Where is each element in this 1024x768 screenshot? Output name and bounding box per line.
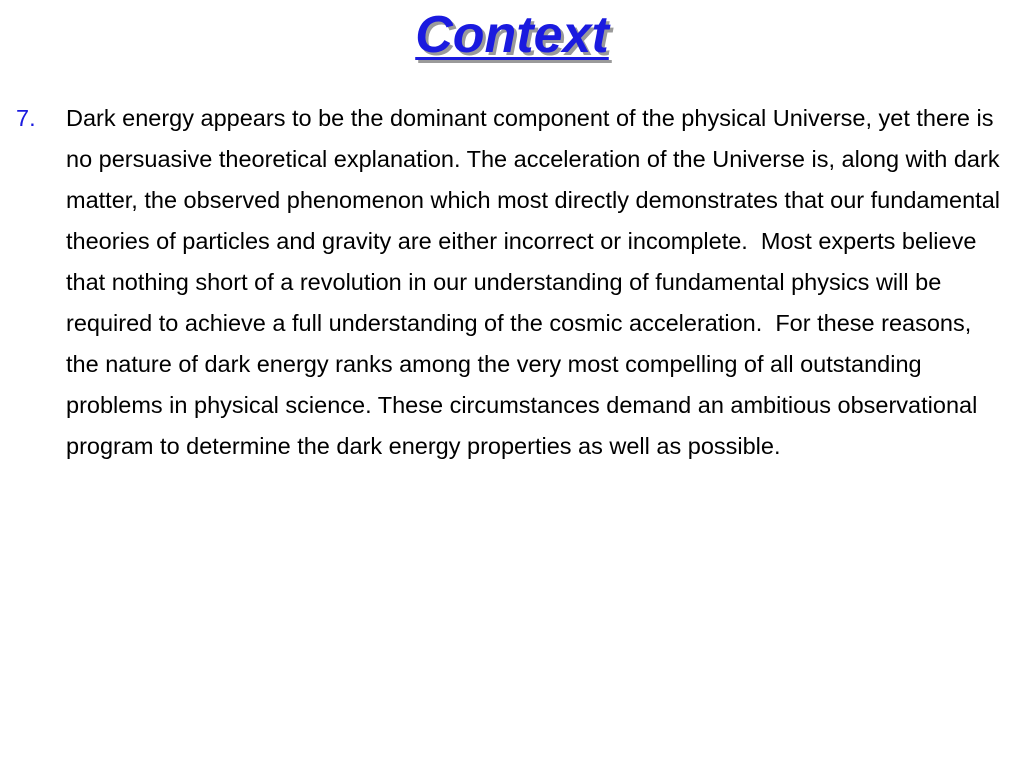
slide-title: Context <box>415 6 609 64</box>
list-item-text: Dark energy appears to be the dominant component of the physical Universe, yet there is no persuasive theoretical explanation. The acceleration of the Universe is, along with dark matter, the observed phenomenon which most directly demonstrates that our fundamental theories of particles and gravity are either incorrect or incomplete. Most experts believe that nothing short of a revolution in our understanding of fundamental physics will be required to achieve a full understanding of the cosmic acceleration. For these reasons, the nature of dark energy ranks among the very most compelling of all outstanding problems in physical science. These circumstances demand an ambitious observational program to determine the dark energy properties as well as possible. <box>66 105 1007 459</box>
numbered-list-item <box>16 98 1006 467</box>
list-item-number: 7. <box>16 105 36 131</box>
